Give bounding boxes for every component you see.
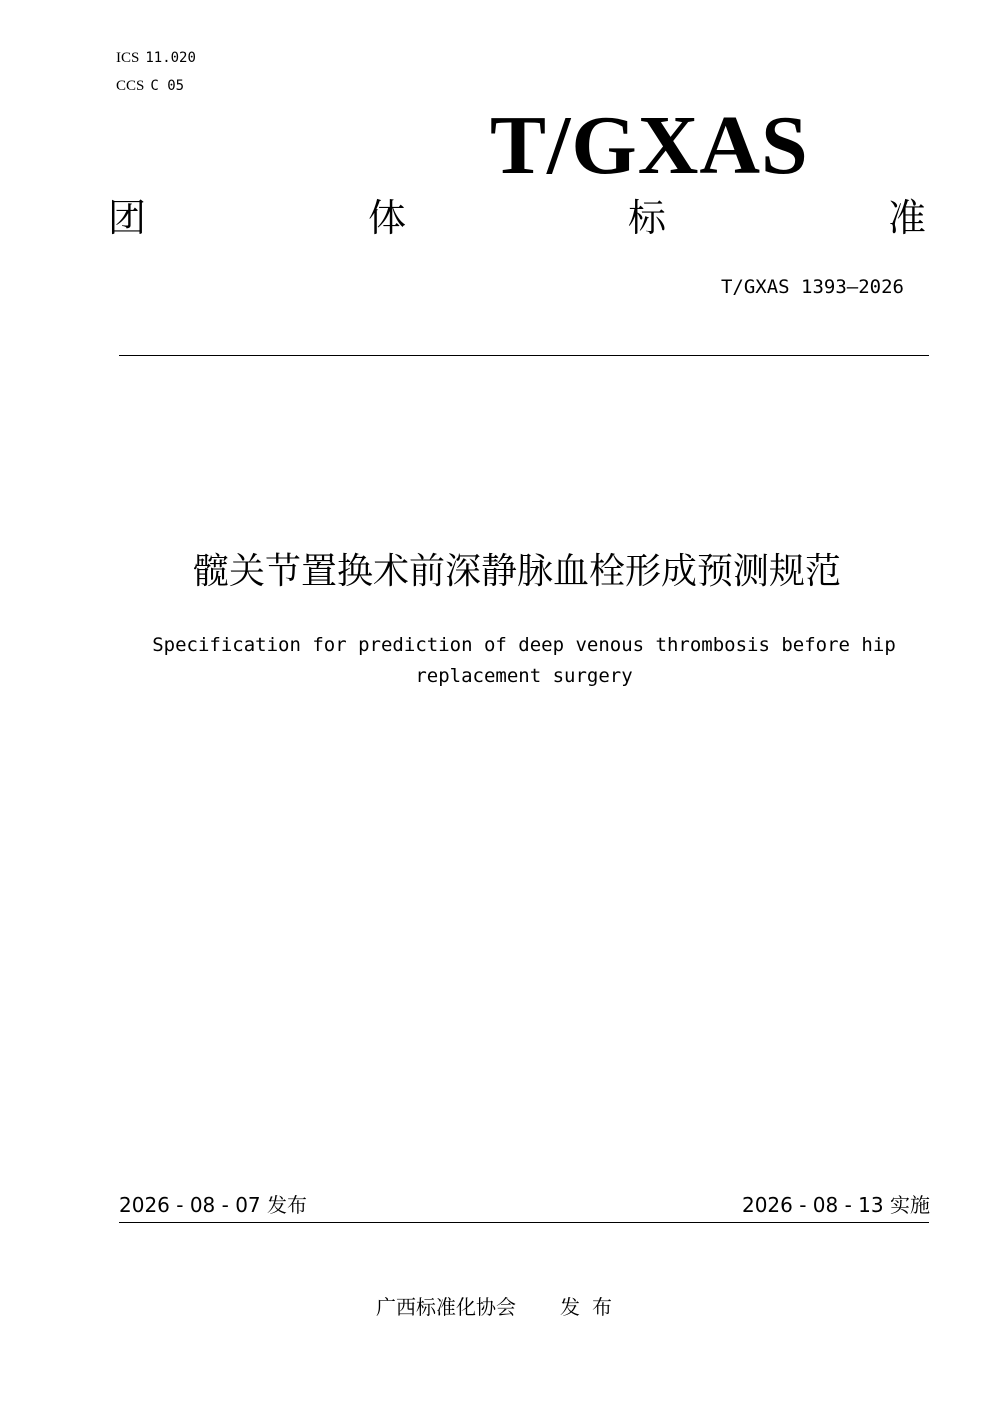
standard-logo: T/GXAS xyxy=(490,99,809,192)
standard-type-char: 准 xyxy=(887,196,926,240)
implementation-date: 2026 - 08 - 13 实施 xyxy=(741,1193,930,1217)
ics-classification xyxy=(116,48,196,67)
standard-type xyxy=(108,192,926,244)
ccs-value: C 05 xyxy=(150,78,185,94)
standard-type-char: 标 xyxy=(627,196,666,240)
standard-type-char: 体 xyxy=(367,196,406,240)
ics-value: 11.020 xyxy=(145,50,196,66)
publisher-action: 发布 xyxy=(560,1295,624,1319)
publisher-name: 广西标准化协会 xyxy=(376,1295,516,1319)
header-divider xyxy=(119,355,929,356)
ccs-classification xyxy=(116,76,184,95)
ccs-label: CCS xyxy=(116,78,145,94)
footer-divider xyxy=(119,1222,929,1223)
standard-code: T/GXAS 1393—2026 xyxy=(720,276,904,298)
title-english: Specification for prediction of deep venous thrombosis before hip replacement surgery xyxy=(152,634,896,687)
title-chinese: 髋关节置换术前深静脉血栓形成预测规范 xyxy=(192,551,841,592)
ics-label: ICS xyxy=(116,50,140,66)
issue-date: 2026 - 08 - 07 发布 xyxy=(119,1193,308,1217)
standard-type-char: 团 xyxy=(108,196,147,240)
publisher xyxy=(376,1292,624,1322)
